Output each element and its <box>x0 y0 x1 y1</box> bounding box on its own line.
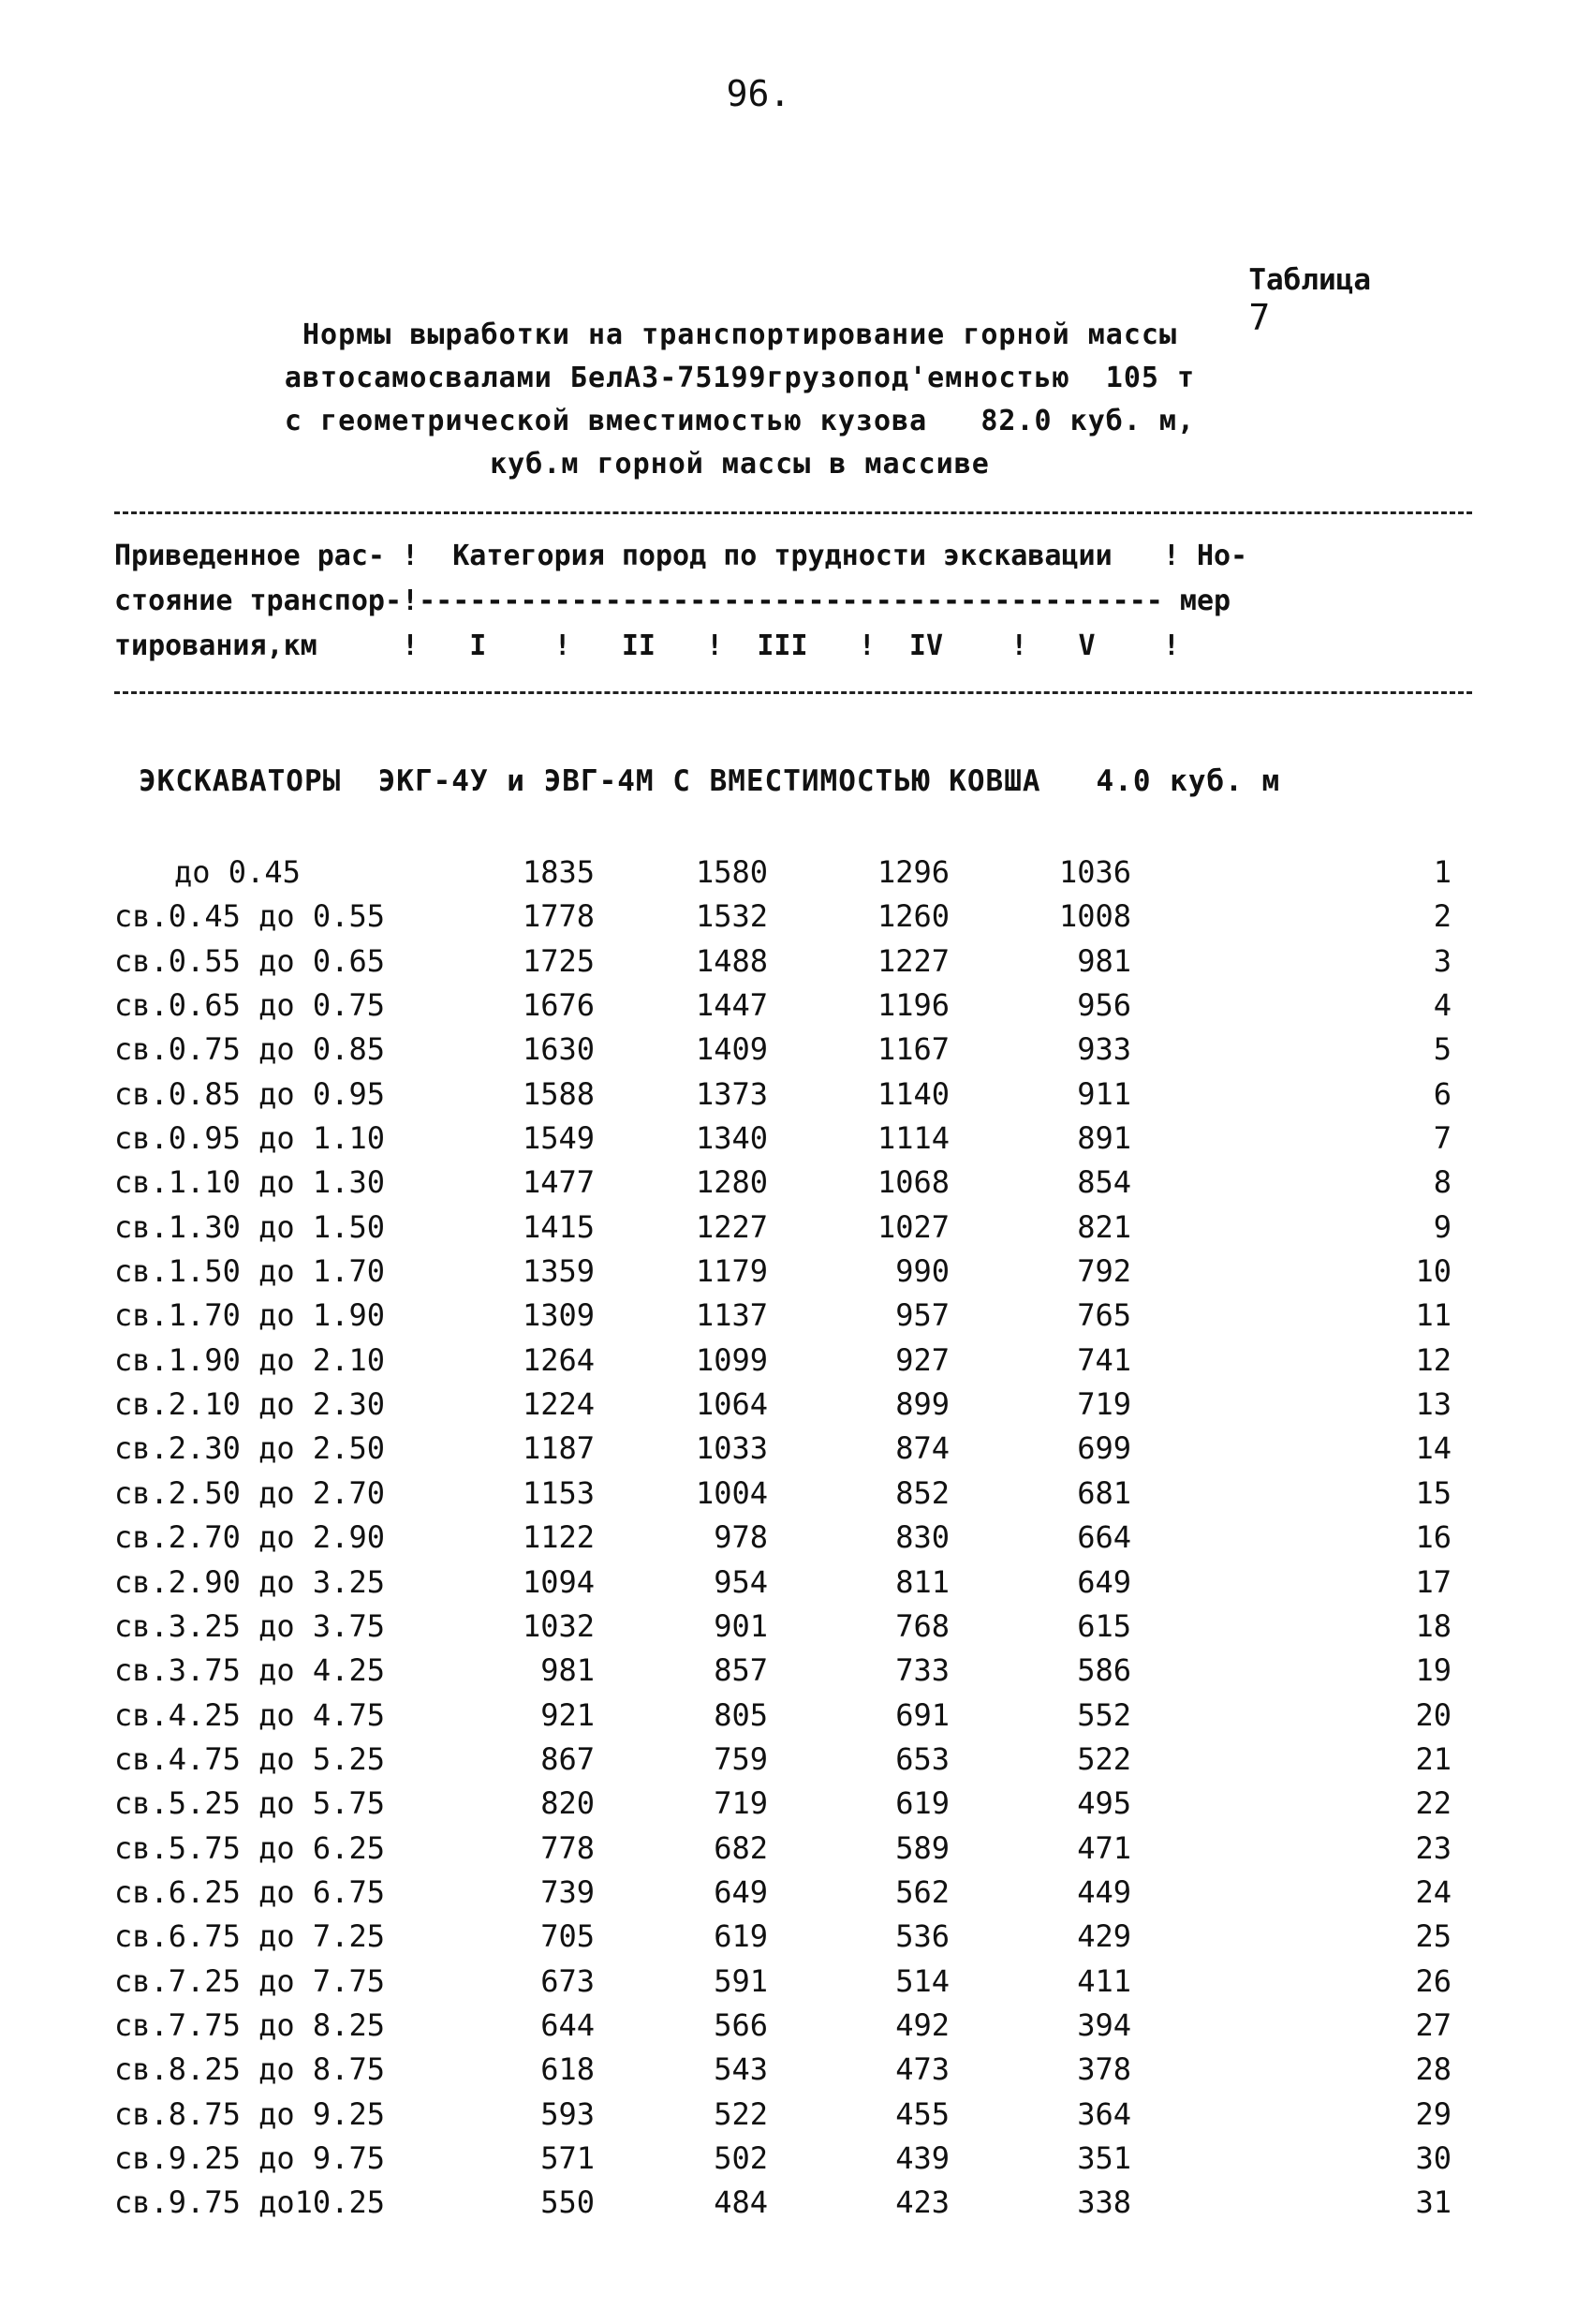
category-iv-cell: 364 <box>1077 2095 1131 2132</box>
table-row <box>0 943 1592 987</box>
category-ii-cell: 954 <box>714 1563 768 1600</box>
category-iii-cell: 536 <box>895 1918 950 1955</box>
table-row <box>0 2140 1592 2184</box>
distance-cell: св.7.25 до 7.75 <box>114 1962 385 1999</box>
distance-cell: св.0.95 до 1.10 <box>114 1120 385 1157</box>
distance-cell: св.2.10 до 2.30 <box>114 1386 385 1423</box>
table-row <box>0 1164 1592 1208</box>
category-iii-cell: 562 <box>895 1873 950 1910</box>
category-i-cell: 778 <box>540 1829 595 1866</box>
row-number-cell: 4 <box>1433 987 1452 1024</box>
category-ii-cell: 543 <box>714 2051 768 2088</box>
distance-cell: св.4.75 до 5.25 <box>114 1740 385 1777</box>
category-iv-cell: 495 <box>1077 1785 1131 1822</box>
category-iii-cell: 492 <box>895 2006 950 2043</box>
header-top-rule <box>114 511 1472 514</box>
category-iii-cell: 1167 <box>877 1031 950 1068</box>
category-iv-cell: 1036 <box>1058 854 1131 890</box>
category-iii-cell: 691 <box>895 1696 950 1733</box>
category-iv-cell: 821 <box>1077 1208 1131 1245</box>
category-iii-cell: 1296 <box>877 854 950 890</box>
category-i-cell: 867 <box>540 1740 595 1777</box>
table-row <box>0 1120 1592 1164</box>
category-i-cell: 644 <box>540 2006 595 2043</box>
category-i-cell: 571 <box>540 2139 595 2176</box>
table-title-line-1: Нормы выработки на транспортирование горной массы <box>302 318 1177 351</box>
row-number-cell: 14 <box>1415 1430 1452 1467</box>
category-ii-cell: 522 <box>714 2095 768 2132</box>
header-line-3: тирования,км ! I ! II ! III ! IV ! V ! <box>114 629 1180 662</box>
table-row <box>0 1342 1592 1386</box>
category-i-cell: 1630 <box>522 1031 595 1068</box>
table-title-line-2: автосамосвалами БелАЗ-75199грузопод'емностью 105 т <box>284 362 1196 394</box>
category-iii-cell: 653 <box>895 1740 950 1777</box>
table-row <box>0 1209 1592 1253</box>
table-row <box>0 1652 1592 1696</box>
category-iv-cell: 1008 <box>1058 898 1131 935</box>
category-iii-cell: 1260 <box>877 898 950 935</box>
category-ii-cell: 1580 <box>695 854 768 890</box>
category-iv-cell: 792 <box>1077 1253 1131 1290</box>
row-number-cell: 23 <box>1415 1829 1452 1866</box>
row-number-cell: 9 <box>1433 1208 1452 1245</box>
category-i-cell: 1725 <box>522 942 595 979</box>
category-iii-cell: 1140 <box>877 1075 950 1112</box>
category-ii-cell: 805 <box>714 1696 768 1733</box>
category-i-cell: 981 <box>540 1652 595 1689</box>
row-number-cell: 29 <box>1415 2095 1452 2132</box>
category-iii-cell: 957 <box>895 1297 950 1334</box>
distance-cell: св.2.50 до 2.70 <box>114 1474 385 1511</box>
header-line-1: Приведенное рас- ! Категория пород по трудности экскавации ! Но- <box>114 540 1248 572</box>
category-iv-cell: 471 <box>1077 1829 1131 1866</box>
distance-cell: св.3.75 до 4.25 <box>114 1652 385 1689</box>
row-number-cell: 2 <box>1433 898 1452 935</box>
row-number-cell: 22 <box>1415 1785 1452 1822</box>
category-ii-cell: 1227 <box>695 1208 768 1245</box>
category-iii-cell: 455 <box>895 2095 950 2132</box>
table-row <box>0 1475 1592 1519</box>
row-number-cell: 31 <box>1415 2184 1452 2221</box>
category-iii-cell: 830 <box>895 1519 950 1556</box>
distance-cell: св.2.90 до 3.25 <box>114 1563 385 1600</box>
table-title-line-3: с геометрической вместимостью кузова 82.0 куб. м, <box>284 405 1196 437</box>
table-number: 7 <box>1248 297 1271 338</box>
distance-cell: св.8.75 до 9.25 <box>114 2095 385 2132</box>
row-number-cell: 3 <box>1433 942 1452 979</box>
row-number-cell: 20 <box>1415 1696 1452 1733</box>
category-ii-cell: 682 <box>714 1829 768 1866</box>
table-row <box>0 1076 1592 1120</box>
category-ii-cell: 1340 <box>695 1120 768 1157</box>
distance-cell: св.1.10 до 1.30 <box>114 1164 385 1201</box>
category-ii-cell: 649 <box>714 1873 768 1910</box>
category-i-cell: 1415 <box>522 1208 595 1245</box>
category-iv-cell: 338 <box>1077 2184 1131 2221</box>
table-row <box>0 2051 1592 2095</box>
category-i-cell: 1309 <box>522 1297 595 1334</box>
category-iii-cell: 619 <box>895 1785 950 1822</box>
distance-cell: св.2.30 до 2.50 <box>114 1430 385 1467</box>
category-i-cell: 921 <box>540 1696 595 1733</box>
category-iv-cell: 378 <box>1077 2051 1131 2088</box>
category-ii-cell: 591 <box>714 1962 768 1999</box>
category-iii-cell: 899 <box>895 1386 950 1423</box>
table-row <box>0 854 1592 898</box>
category-iii-cell: 1027 <box>877 1208 950 1245</box>
category-ii-cell: 1064 <box>695 1386 768 1423</box>
category-iv-cell: 854 <box>1077 1164 1131 1201</box>
category-i-cell: 1359 <box>522 1253 595 1290</box>
category-iii-cell: 733 <box>895 1652 950 1689</box>
category-iii-cell: 852 <box>895 1474 950 1511</box>
table-row <box>0 2007 1592 2051</box>
category-iv-cell: 429 <box>1077 1918 1131 1955</box>
category-iv-cell: 891 <box>1077 1120 1131 1157</box>
distance-cell: св.7.75 до 8.25 <box>114 2006 385 2043</box>
category-iv-cell: 741 <box>1077 1341 1131 1378</box>
category-i-cell: 1835 <box>522 854 595 890</box>
category-ii-cell: 759 <box>714 1740 768 1777</box>
section-title: ЭКСКАВАТОРЫ ЭКГ-4У и ЭВГ-4М С ВМЕСТИМОСТЬЮ КОВША 4.0 куб. м <box>139 764 1281 798</box>
category-iv-cell: 765 <box>1077 1297 1131 1334</box>
distance-cell: св.9.75 до10.25 <box>114 2184 385 2221</box>
row-number-cell: 30 <box>1415 2139 1452 2176</box>
category-ii-cell: 1179 <box>695 1253 768 1290</box>
category-iv-cell: 664 <box>1077 1519 1131 1556</box>
category-iv-cell: 552 <box>1077 1696 1131 1733</box>
category-iv-cell: 586 <box>1077 1652 1131 1689</box>
category-i-cell: 1032 <box>522 1607 595 1644</box>
category-ii-cell: 1033 <box>695 1430 768 1467</box>
category-i-cell: 1264 <box>522 1341 595 1378</box>
category-iii-cell: 927 <box>895 1341 950 1378</box>
category-iii-cell: 990 <box>895 1253 950 1290</box>
category-iii-cell: 1196 <box>877 987 950 1024</box>
category-iii-cell: 1068 <box>877 1164 950 1201</box>
table-row <box>0 1830 1592 1874</box>
category-iii-cell: 439 <box>895 2139 950 2176</box>
category-iv-cell: 615 <box>1077 1607 1131 1644</box>
row-number-cell: 16 <box>1415 1519 1452 1556</box>
category-ii-cell: 1532 <box>695 898 768 935</box>
row-number-cell: 25 <box>1415 1918 1452 1955</box>
category-iv-cell: 699 <box>1077 1430 1131 1467</box>
table-label-text: Таблица <box>1248 263 1371 297</box>
category-ii-cell: 484 <box>714 2184 768 2221</box>
table-row <box>0 1386 1592 1430</box>
category-iv-cell: 719 <box>1077 1386 1131 1423</box>
row-number-cell: 18 <box>1415 1607 1452 1644</box>
table-row <box>0 898 1592 942</box>
category-ii-cell: 1280 <box>695 1164 768 1201</box>
category-i-cell: 1153 <box>522 1474 595 1511</box>
row-number-cell: 12 <box>1415 1341 1452 1378</box>
row-number-cell: 17 <box>1415 1563 1452 1600</box>
category-ii-cell: 502 <box>714 2139 768 2176</box>
category-ii-cell: 978 <box>714 1519 768 1556</box>
distance-cell: св.5.75 до 6.25 <box>114 1829 385 1866</box>
category-i-cell: 1224 <box>522 1386 595 1423</box>
row-number-cell: 15 <box>1415 1474 1452 1511</box>
page-number: 96. <box>726 73 791 114</box>
table-row <box>0 1564 1592 1608</box>
category-ii-cell: 1488 <box>695 942 768 979</box>
row-number-cell: 19 <box>1415 1652 1452 1689</box>
category-ii-cell: 719 <box>714 1785 768 1822</box>
category-iv-cell: 394 <box>1077 2006 1131 2043</box>
row-number-cell: 5 <box>1433 1031 1452 1068</box>
row-number-cell: 24 <box>1415 1873 1452 1910</box>
category-ii-cell: 619 <box>714 1918 768 1955</box>
distance-cell: св.4.25 до 4.75 <box>114 1696 385 1733</box>
category-i-cell: 1778 <box>522 898 595 935</box>
category-ii-cell: 901 <box>714 1607 768 1644</box>
category-ii-cell: 1373 <box>695 1075 768 1112</box>
category-i-cell: 1477 <box>522 1164 595 1201</box>
category-iii-cell: 768 <box>895 1607 950 1644</box>
distance-cell: св.9.25 до 9.75 <box>114 2139 385 2176</box>
category-i-cell: 618 <box>540 2051 595 2088</box>
header-line-2: стояние транспор-!-------------------------------------------- мер <box>114 585 1231 617</box>
category-i-cell: 1187 <box>522 1430 595 1467</box>
distance-cell: св.8.25 до 8.75 <box>114 2051 385 2088</box>
category-i-cell: 820 <box>540 1785 595 1822</box>
category-i-cell: 1549 <box>522 1120 595 1157</box>
header-bottom-rule <box>114 691 1472 694</box>
table-title-line-4: куб.м горной массы в массиве <box>490 448 990 481</box>
category-iii-cell: 811 <box>895 1563 950 1600</box>
distance-cell: св.1.50 до 1.70 <box>114 1253 385 1290</box>
distance-cell: св.0.65 до 0.75 <box>114 987 385 1024</box>
distance-cell: св.1.90 до 2.10 <box>114 1341 385 1378</box>
table-row <box>0 1918 1592 1962</box>
table-row <box>0 987 1592 1031</box>
category-i-cell: 705 <box>540 1918 595 1955</box>
category-ii-cell: 566 <box>714 2006 768 2043</box>
category-iii-cell: 1227 <box>877 942 950 979</box>
category-iv-cell: 649 <box>1077 1563 1131 1600</box>
table-row <box>0 1785 1592 1829</box>
category-ii-cell: 1447 <box>695 987 768 1024</box>
category-i-cell: 739 <box>540 1873 595 1910</box>
category-ii-cell: 1137 <box>695 1297 768 1334</box>
category-iii-cell: 473 <box>895 2051 950 2088</box>
category-ii-cell: 857 <box>714 1652 768 1689</box>
row-number-cell: 10 <box>1415 1253 1452 1290</box>
row-number-cell: 21 <box>1415 1740 1452 1777</box>
table-row <box>0 1741 1592 1785</box>
distance-cell: св.2.70 до 2.90 <box>114 1519 385 1556</box>
category-i-cell: 1122 <box>522 1519 595 1556</box>
category-i-cell: 673 <box>540 1962 595 1999</box>
category-i-cell: 550 <box>540 2184 595 2221</box>
table-row <box>0 1963 1592 2007</box>
category-iv-cell: 522 <box>1077 1740 1131 1777</box>
category-ii-cell: 1004 <box>695 1474 768 1511</box>
table-row <box>0 1297 1592 1341</box>
category-i-cell: 1094 <box>522 1563 595 1600</box>
category-iii-cell: 514 <box>895 1962 950 1999</box>
category-iii-cell: 874 <box>895 1430 950 1467</box>
category-i-cell: 1676 <box>522 987 595 1024</box>
table-row <box>0 1608 1592 1652</box>
category-i-cell: 1588 <box>522 1075 595 1112</box>
row-number-cell: 27 <box>1415 2006 1452 2043</box>
table-body <box>0 854 1592 2229</box>
row-number-cell: 13 <box>1415 1386 1452 1423</box>
distance-cell: св.0.85 до 0.95 <box>114 1075 385 1112</box>
category-iv-cell: 956 <box>1077 987 1131 1024</box>
table-row <box>0 2184 1592 2228</box>
category-ii-cell: 1099 <box>695 1341 768 1378</box>
category-i-cell: 593 <box>540 2095 595 2132</box>
table-row <box>0 1874 1592 1918</box>
table-row <box>0 1697 1592 1741</box>
table-row <box>0 1031 1592 1075</box>
table-row <box>0 1253 1592 1297</box>
row-number-cell: 26 <box>1415 1962 1452 1999</box>
row-number-cell: 8 <box>1433 1164 1452 1201</box>
distance-cell: св.0.55 до 0.65 <box>114 942 385 979</box>
category-iv-cell: 449 <box>1077 1873 1131 1910</box>
distance-cell: св.6.75 до 7.25 <box>114 1918 385 1955</box>
category-iii-cell: 589 <box>895 1829 950 1866</box>
distance-cell: св.1.30 до 1.50 <box>114 1208 385 1245</box>
distance-cell: св.0.75 до 0.85 <box>114 1031 385 1068</box>
category-ii-cell: 1409 <box>695 1031 768 1068</box>
distance-cell: св.5.25 до 5.75 <box>114 1785 385 1822</box>
category-iv-cell: 981 <box>1077 942 1131 979</box>
row-number-cell: 7 <box>1433 1120 1452 1157</box>
category-iv-cell: 411 <box>1077 1962 1131 1999</box>
table-row <box>0 2096 1592 2140</box>
category-iv-cell: 933 <box>1077 1031 1131 1068</box>
row-number-cell: 1 <box>1433 854 1452 890</box>
distance-cell: до 0.45 <box>174 854 301 890</box>
table-row <box>0 1430 1592 1474</box>
category-iv-cell: 911 <box>1077 1075 1131 1112</box>
table-row <box>0 1519 1592 1563</box>
row-number-cell: 6 <box>1433 1075 1452 1112</box>
distance-cell: св.0.45 до 0.55 <box>114 898 385 935</box>
distance-cell: св.1.70 до 1.90 <box>114 1297 385 1334</box>
category-iii-cell: 1114 <box>877 1120 950 1157</box>
category-iii-cell: 423 <box>895 2184 950 2221</box>
distance-cell: св.6.25 до 6.75 <box>114 1873 385 1910</box>
distance-cell: св.3.25 до 3.75 <box>114 1607 385 1644</box>
row-number-cell: 11 <box>1415 1297 1452 1334</box>
category-iv-cell: 351 <box>1077 2139 1131 2176</box>
row-number-cell: 28 <box>1415 2051 1452 2088</box>
category-iv-cell: 681 <box>1077 1474 1131 1511</box>
